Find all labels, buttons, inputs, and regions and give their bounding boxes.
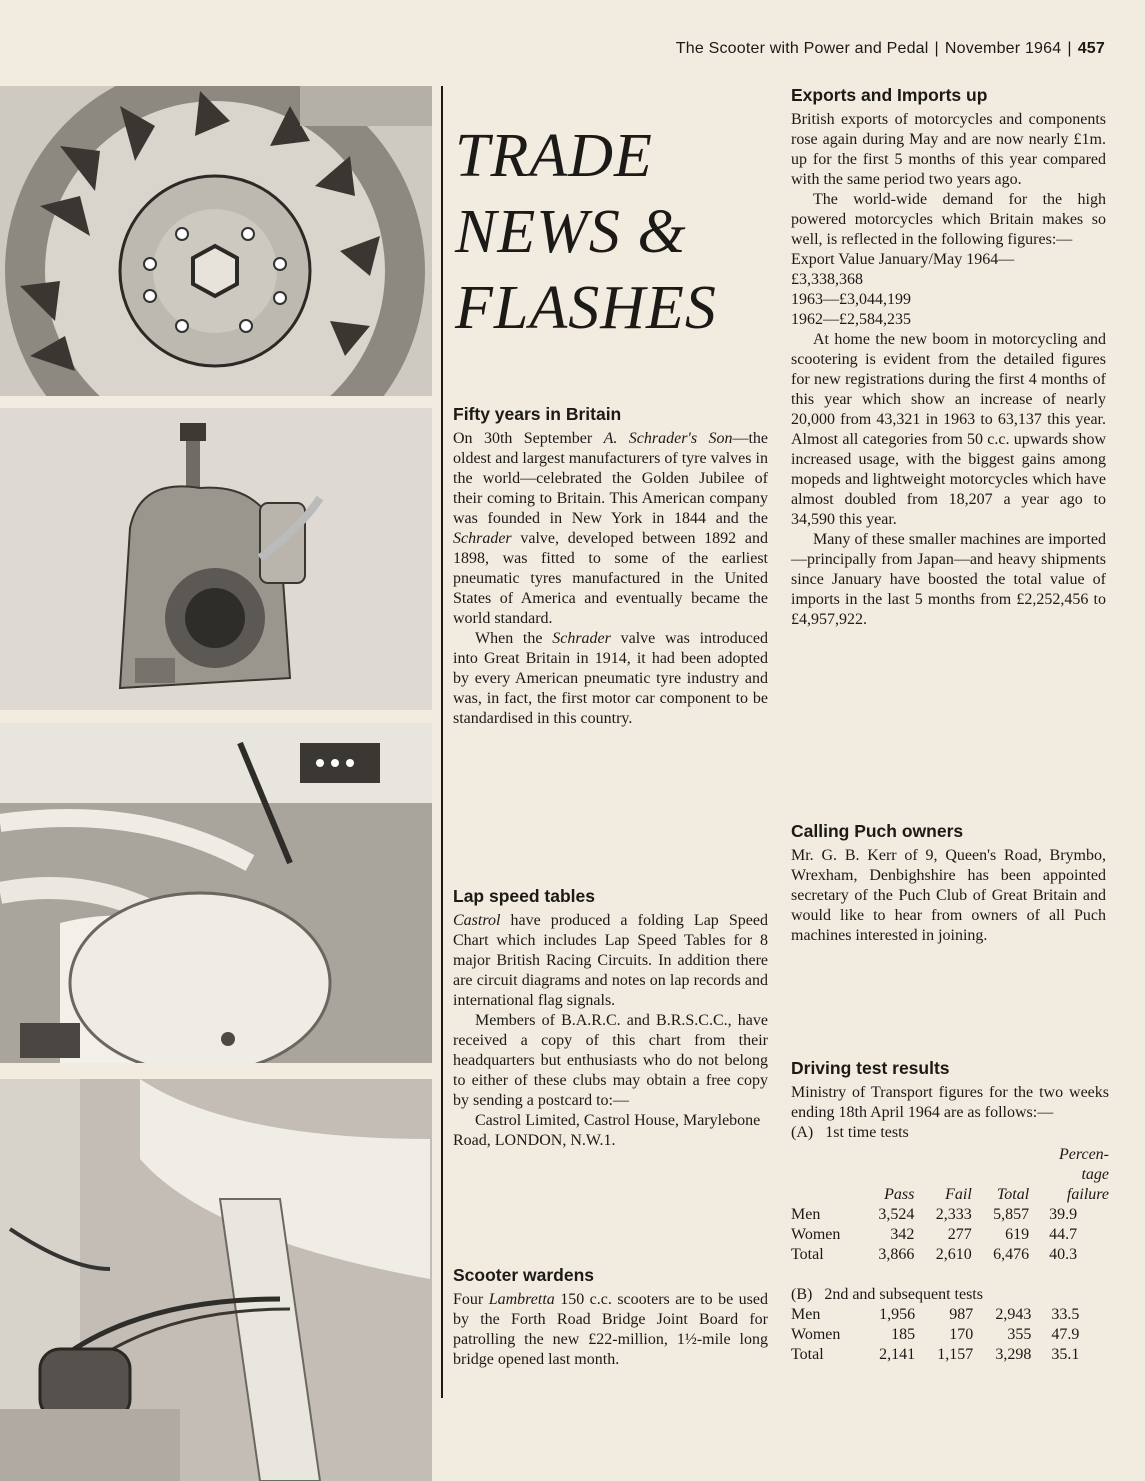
article-paragraph: British exports of motorcycles and components rose again during May and are now nearly £1m. up for the first 5 months of this year compared with the same period two years ago. xyxy=(791,111,1106,188)
column-header: Percen- tage xyxy=(1058,1146,1109,1183)
export-figure: £3,338,368 xyxy=(791,271,863,288)
table-section-b: (B) 2nd and subsequent tests xyxy=(791,1286,983,1303)
article-exports xyxy=(791,85,1106,630)
section-masthead xyxy=(455,118,717,346)
article-heading: Driving test results xyxy=(791,1058,950,1078)
table-row: Men 1,956 987 2,943 33.5 xyxy=(791,1306,1080,1323)
table-section-a: (A) 1st time tests xyxy=(791,1124,909,1141)
article-scooter-wardens xyxy=(453,1265,768,1370)
column-header: failure xyxy=(1066,1186,1109,1203)
masthead-line-3: FLASHES xyxy=(455,274,717,342)
table-row: Women 342 277 619 44.7 xyxy=(791,1226,1078,1243)
article-paragraph: At home the new boom in motorcycling and scootering is evident from the detailed figures for new registrations during the first 4 months of this year which show an increase of nearly 20,000 from 43,321 in 1963 to 63,137 this year. Almost all categories from 50 c.c. upwards show increased usage, with the biggest gains among mopeds and lightweight motorcycles which have almost doubled from 18,207 a year ago to 34,590 this year. xyxy=(791,331,1106,528)
publication-title: The Scooter with Power and Pedal xyxy=(675,40,929,57)
article-driving-tests xyxy=(791,1058,1109,1365)
generator-photo xyxy=(0,723,432,1063)
carburettor-photo xyxy=(0,408,432,710)
article-heading: Exports and Imports up xyxy=(791,85,988,105)
column-header: Pass xyxy=(884,1186,915,1203)
issue-date: November 1964 xyxy=(944,40,1062,57)
article-heading: Calling Puch owners xyxy=(791,821,964,841)
masthead-line-2: NEWS & xyxy=(455,198,687,266)
column-header: Total xyxy=(996,1186,1030,1203)
article-fifty-years xyxy=(453,404,768,729)
masthead-line-1: TRADE xyxy=(455,122,653,190)
article-paragraph: Many of these smaller machines are imported—principally from Japan—and heavy shipments since January have boosted the total value of imports in the last 5 months from £2,252,456 to £4,957,922. xyxy=(791,531,1106,628)
article-paragraph: Members of B.A.R.C. and B.R.S.C.C., have received a copy of this chart from their headquarters but enthusiasts who do not belong to either of these clubs may obtain a free copy by sending a postcard to:— xyxy=(453,1012,768,1109)
running-header: The Scooter with Power and Pedal | November 1964 | 457 xyxy=(675,40,1105,57)
article-paragraph: The world-wide demand for the high powered motorcycles which Britain makes so well, is reflected in the following figures:— xyxy=(791,191,1106,248)
article-paragraph: When the Schrader valve was introduced into Great Britain in 1914, it had been adopted by every American pneumatic tyre industry and was, in fact, the first motor car component to be standardised in this country. xyxy=(453,630,769,727)
table-row: Men 3,524 2,333 5,857 39.9 xyxy=(791,1206,1078,1223)
article-heading: Scooter wardens xyxy=(453,1265,595,1285)
results-table-a xyxy=(791,1145,1109,1265)
export-figure: 1962—£2,584,235 xyxy=(791,311,911,328)
article-heading: Lap speed tables xyxy=(453,886,595,906)
article-paragraph: Four Lambretta 150 c.c. scooters are to be used by the Forth Road Bridge Joint Board for patrolling the new £22-million, 1½-mile long bridge opened last month. xyxy=(453,1291,768,1368)
column-rule xyxy=(441,86,443,1398)
article-address: Castrol Limited, Castrol House, Marylebone Road, LONDON, N.W.1. xyxy=(453,1112,761,1149)
table-row: Total 3,866 2,610 6,476 40.3 xyxy=(791,1246,1078,1263)
table-row: Women 185 170 355 47.9 xyxy=(791,1326,1080,1343)
export-figure: 1963—£3,044,199 xyxy=(791,291,911,308)
article-paragraph: Ministry of Transport figures for the two weeks ending 18th April 1964 are as follows:— xyxy=(791,1084,1109,1121)
article-paragraph: On 30th September A. Schrader's Son—the oldest and largest manufacturers of tyre valves in the world—celebrated the Golden Jubilee of their coming to Britain. This American company was founded in New York in 1844 and the Schrader valve, developed between 1892 and 1898, was fitted to some of the earliest pneumatic tyres manufactured in the United States of America and eventually became the world standard. xyxy=(453,430,768,627)
export-figure: Export Value January/May 1964— xyxy=(791,251,1015,268)
flywheel-photo xyxy=(0,86,432,396)
article-lap-speed xyxy=(453,886,768,1151)
article-paragraph: Castrol have produced a folding Lap Speed Chart which includes Lap Speed Tables for 8 major British Racing Circuits. In addition there are circuit diagrams and notes on lap records and international flag signals. xyxy=(453,912,768,1009)
table-row: Total 2,141 1,157 3,298 35.1 xyxy=(791,1346,1080,1363)
article-puch xyxy=(791,821,1106,946)
column-header: Fail xyxy=(945,1186,972,1203)
article-paragraph: Mr. G. B. Kerr of 9, Queen's Road, Brymbo, Wrexham, Denbighshire has been appointed secretary of the Puch Club of Great Britain and would like to hear from owners of all Puch machines interested in joining. xyxy=(791,847,1106,944)
ignition-coil-photo xyxy=(0,1079,432,1481)
article-heading: Fifty years in Britain xyxy=(453,404,622,424)
page-number: 457 xyxy=(1077,40,1105,57)
results-table-b xyxy=(791,1305,1109,1365)
